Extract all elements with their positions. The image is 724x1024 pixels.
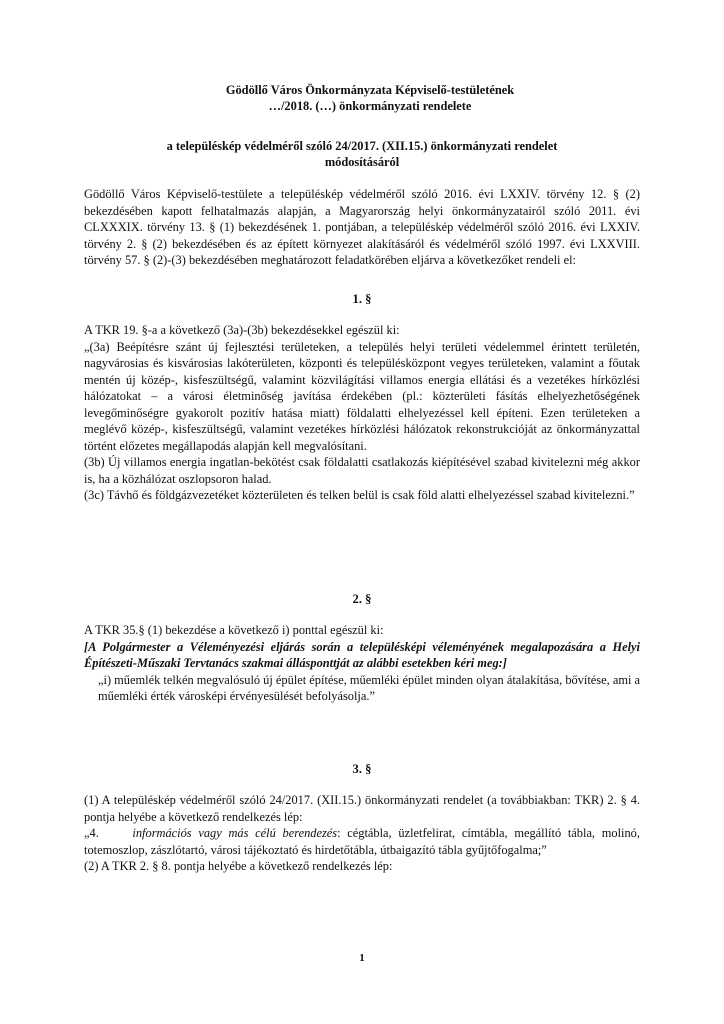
section-3-body: [84, 792, 640, 875]
section-2-intro: A TKR 35.§ (1) bekezdése a következő i) ponttal egészül ki:: [84, 623, 384, 637]
section-3-title: 3. §: [352, 762, 372, 776]
document-header: [197, 82, 543, 114]
header-line-1: Gödöllő Város Önkormányzata Képviselő-testületének: [225, 83, 515, 97]
section-3-paragraph-2: (2) A TKR 2. § 8. pontja helyébe a következő rendelkezés lép:: [84, 859, 393, 873]
point-4-text: : cégtábla, üzletfelirat, címtábla, megállító tábla, molinó, totemoszlop, zászlótartó, városi tájékoztató és hirdetőtábla, útbaigazító tábla gyűjtőfogalma;”: [84, 826, 640, 857]
subject-line-2: módosításáról: [324, 155, 400, 169]
section-2-bracket-text: [A Polgármester a Véleményezési eljárás során a településképi véleményének megalapozására a Helyi Építészeti-Műszaki Tervtanács szakmai állásponttját az alábbi esetekben kéri meg:]: [84, 639, 640, 670]
preamble-paragraph: Gödöllő Város Képviselő-testülete a településkép védelméről szóló 2016. évi LXXIV. törvény 12. § (2) bekezdésében kapott felhatalmazás alapján, a Magyarország helyi önkormányzatairól szóló 2011. évi CLXXXIX. törvény 13. § (1) bekezdésének 1. pontjában, a településkép védelméről szóló 2016. évi LXXIV. törvény 2. § (2) bekezdésében és az épített környezet alakításáról és védelméről szóló 1997. évi LXXVIII. törvény 57. § (2)-(3) bekezdésében meghatározott feladatkörében eljárva a következőket rendeli el:: [84, 187, 640, 267]
section-1-title: 1. §: [352, 292, 372, 306]
paragraph-3b: (3b) Új villamos energia ingatlan-bekötést csak földalatti csatlakozás kiépítésével szabad kivitelezni még akkor is, ha a közhálózat oszlopsoron halad.: [84, 455, 640, 486]
section-1-body: [84, 322, 640, 504]
header-line-2: …/2018. (…) önkormányzati rendelete: [268, 99, 472, 113]
section-3-paragraph-1: (1) A településkép védelméről szóló 24/2017. (XII.15.) önkormányzati rendelet (a továbbiakban: TKR) 2. § 4. pontja helyébe a következő rendelkezés lép:: [84, 793, 640, 824]
point-4-number: „4.: [84, 826, 99, 840]
section-1-intro: A TKR 19. §-a a következő (3a)-(3b) bekezdésekkel egészül ki:: [84, 323, 400, 337]
section-2-body: [84, 622, 640, 705]
section-2-title: 2. §: [352, 592, 372, 606]
document-subject: [84, 138, 640, 170]
subject-line-1: a településkép védelméről szóló 24/2017. (XII.15.) önkormányzati rendelet: [166, 139, 558, 153]
page-number: 1: [359, 952, 365, 964]
paragraph-3c: (3c) Távhő és földgázvezetéket közterületen és telken belül is csak föld alatti elhelyezéssel szabad kivitelezni.”: [84, 488, 635, 502]
point-4-definition: [84, 825, 640, 858]
point-4-term: információs vagy más célú berendezés: [132, 826, 338, 840]
point-i: „i) műemlék telkén megvalósuló új épület építése, műemléki épület minden olyan átalakítása, bővítése, ami a műemléki érték városképi érvényesülését befolyásolja.”: [98, 672, 640, 703]
paragraph-3a: „(3a) Beépítésre szánt új fejlesztési területeken, a település helyi területi védelemmel érintett területén, nagyvárosias és kisvárosias lakóterületen, központi és településközpont vegyes területeken, valamint a főutak mentén új közép-, kisfeszültségű, valamint közvilágítási villamos energia ellátási és a vezetékes hírközlési hálózatokat – a városi életminőség javítása érdekében (pl.: közterületi fásítás elhelyezhetőségének levegőminőségre gyakorolt pozitív hatása miatt) földalatti elhelyezéssel kell építeni. Ezen területeken a meglévő közép-, kisfeszültségű, valamint vezetékes hírközlési hálózatok rekonstrukcióját az önkormányzattal történt előzetes megállapodás alapján kell megvalósítani.: [84, 339, 640, 453]
